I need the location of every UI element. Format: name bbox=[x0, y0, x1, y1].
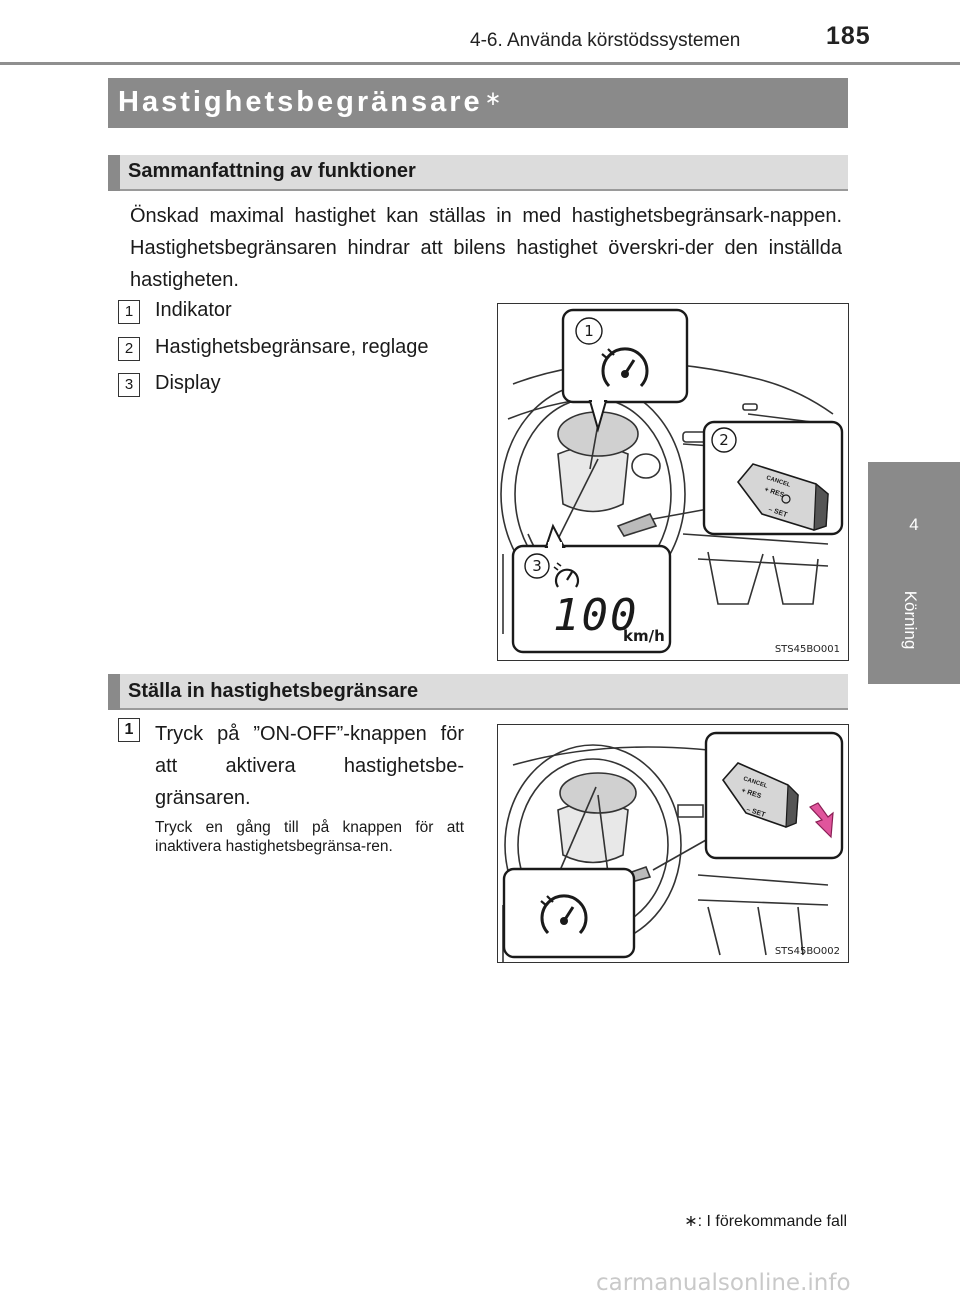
figure1-code: STS45BO001 bbox=[774, 644, 840, 655]
figure2-code: STS45BO002 bbox=[774, 946, 840, 957]
title-asterisk: ∗ bbox=[484, 88, 502, 110]
legend-number: 2 bbox=[118, 337, 140, 361]
lever-set-label: – SET bbox=[767, 506, 789, 519]
figure-limiter-overview bbox=[497, 303, 849, 661]
callout-1-label: 1 bbox=[584, 322, 594, 340]
figure-limiter-overview-drawing bbox=[498, 304, 848, 660]
legend-label: Display bbox=[155, 372, 221, 394]
intro-paragraph: Önskad maximal hastighet kan ställas in med hastighetsbegränsark-nappen. Hastighetsbegränsaren hindrar att bilens hastighet överskri-der den inställda hastigheten. bbox=[130, 205, 842, 291]
figure-on-off-button bbox=[497, 724, 849, 963]
step-number: 1 bbox=[118, 718, 140, 742]
legend-number: 3 bbox=[118, 373, 140, 397]
legend-item-2 bbox=[118, 336, 429, 363]
display-speed-unit: km/h bbox=[623, 627, 665, 645]
step-instruction: Tryck på ”ON-OFF”-knappen för att aktivera hastighetsbe-gränsaren. bbox=[155, 723, 464, 809]
lever-cancel-label: CANCEL bbox=[742, 776, 769, 790]
footnote-text: : I förekommande fall bbox=[697, 1213, 847, 1230]
lever-res-label: + RES bbox=[740, 787, 762, 801]
footnote bbox=[600, 1211, 847, 1231]
chapter-label-text: Körning bbox=[901, 590, 920, 650]
section-header: 4-6. Använda körstödssystemen bbox=[470, 30, 741, 51]
watermark: carmanualsonline.info bbox=[596, 1270, 851, 1296]
chapter-number: 4 bbox=[909, 515, 919, 534]
chapter-label bbox=[880, 580, 940, 660]
legend-label: Indikator bbox=[155, 299, 232, 321]
legend-label: Hastighetsbegränsare, reglage bbox=[155, 336, 429, 358]
lever-cancel-label: CANCEL bbox=[765, 475, 792, 489]
callout-2-label: 2 bbox=[719, 431, 729, 449]
page-title bbox=[118, 86, 501, 119]
legend-number: 1 bbox=[118, 300, 140, 324]
header-rule bbox=[0, 62, 960, 65]
figure-on-off-drawing bbox=[498, 725, 848, 962]
lever-set-label: – SET bbox=[745, 806, 767, 819]
section1-heading: Sammanfattning av funktioner bbox=[128, 160, 416, 182]
display-speed-value: 100 bbox=[553, 590, 639, 641]
section1-heading-bar bbox=[108, 155, 120, 191]
page-title-text: Hastighetsbegränsare bbox=[118, 86, 483, 118]
step-note: Tryck en gång till på knappen för att inaktivera hastighetsbegränsa-ren. bbox=[155, 819, 464, 855]
section2-heading: Ställa in hastighetsbegränsare bbox=[128, 680, 419, 702]
callout-3-label: 3 bbox=[532, 557, 542, 575]
footnote-asterisk: ∗ bbox=[684, 1213, 698, 1230]
legend-item-1 bbox=[118, 299, 232, 326]
page-number: 185 bbox=[826, 22, 871, 50]
legend-item-3 bbox=[118, 372, 221, 399]
section2-heading-bar bbox=[108, 674, 120, 710]
lever-res-label: + RES bbox=[763, 486, 785, 500]
